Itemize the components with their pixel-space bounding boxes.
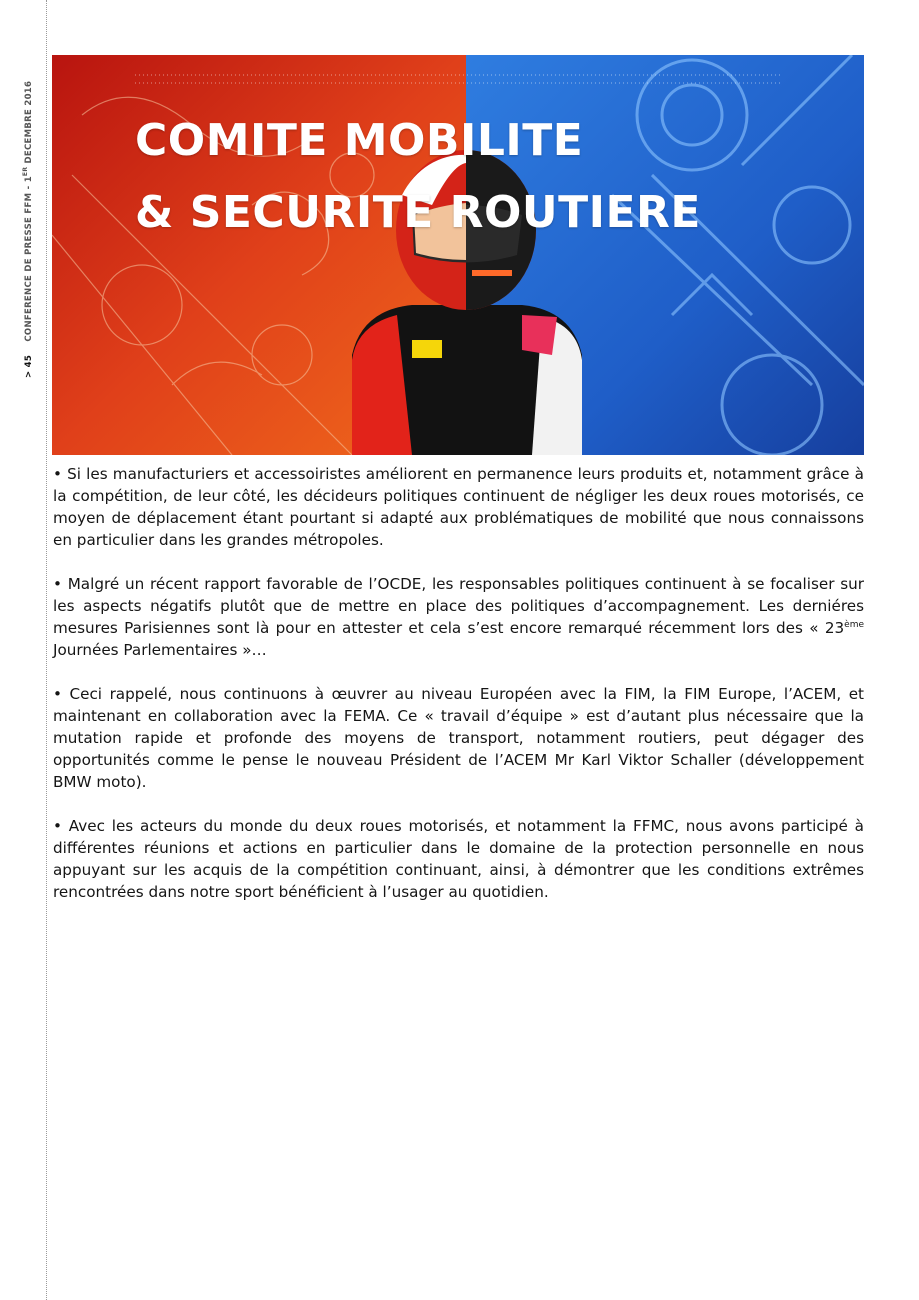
paragraph-4: • Avec les acteurs du monde du deux roues motorisés, et notamment la FFMC, nous avons participé à différentes réunions et actions en particulier dans le domaine de la protection personnelle en nous appuyant sur les acquis de la compétition continuant, ainsi, à démontrer que les conditions extrêmes rencontrées dans notre sport bénéficient à l’usager au quotidien. (53, 817, 864, 901)
running-header (22, 81, 34, 378)
body-text (53, 463, 864, 925)
paragraph-1: • Si les manufacturiers et accessoiristes améliorent en permanence leurs produits et, notamment grâce à la compétition, de leur côté, les décideurs politiques continuent de négliger les deux roues motorisés, ce moyen de déplacement étant pourtant si adapté aux problématiques de mobilité que nous connaissons en particulier dans les grandes métropoles. (53, 465, 864, 549)
paragraph-2: • Malgré un récent rapport favorable de l’OCDE, les responsables politiques continuent à se focaliser sur les aspects négatifs plutôt que de mettre en place des politiques d’accompagnement. Les derniéres mesures Parisiennes sont là pour en attester et cela s’est encore remarqué récemment lors des « 23ème Journées Parlementaires »… (53, 575, 864, 659)
title-line-2: & SECURITE ROUTIERE (135, 187, 701, 238)
paragraph-3: • Ceci rappelé, nous continuons à œuvrer au niveau Européen avec la FIM, la FIM Europe, l’ACEM, et maintenant en collaboration avec la FEMA. Ce « travail d’équipe » est d’autant plus nécessaire que la mutation rapide et profonde des moyens de transport, notamment routiers, peut dégager des opportunités comme le pense le nouveau Président de l’ACEM Mr Karl Viktor Schaller (développement BMW moto). (53, 685, 864, 791)
page-title (135, 105, 701, 249)
page-number: > 45 (23, 354, 34, 378)
title-line-1: COMITE MOBILITE (135, 115, 584, 166)
margin-rule (46, 0, 47, 1300)
running-title: CONFERENCE DE PRESSE FFM - 1ER DECEMBRE 2016 (22, 80, 34, 342)
hero-banner (52, 55, 864, 455)
